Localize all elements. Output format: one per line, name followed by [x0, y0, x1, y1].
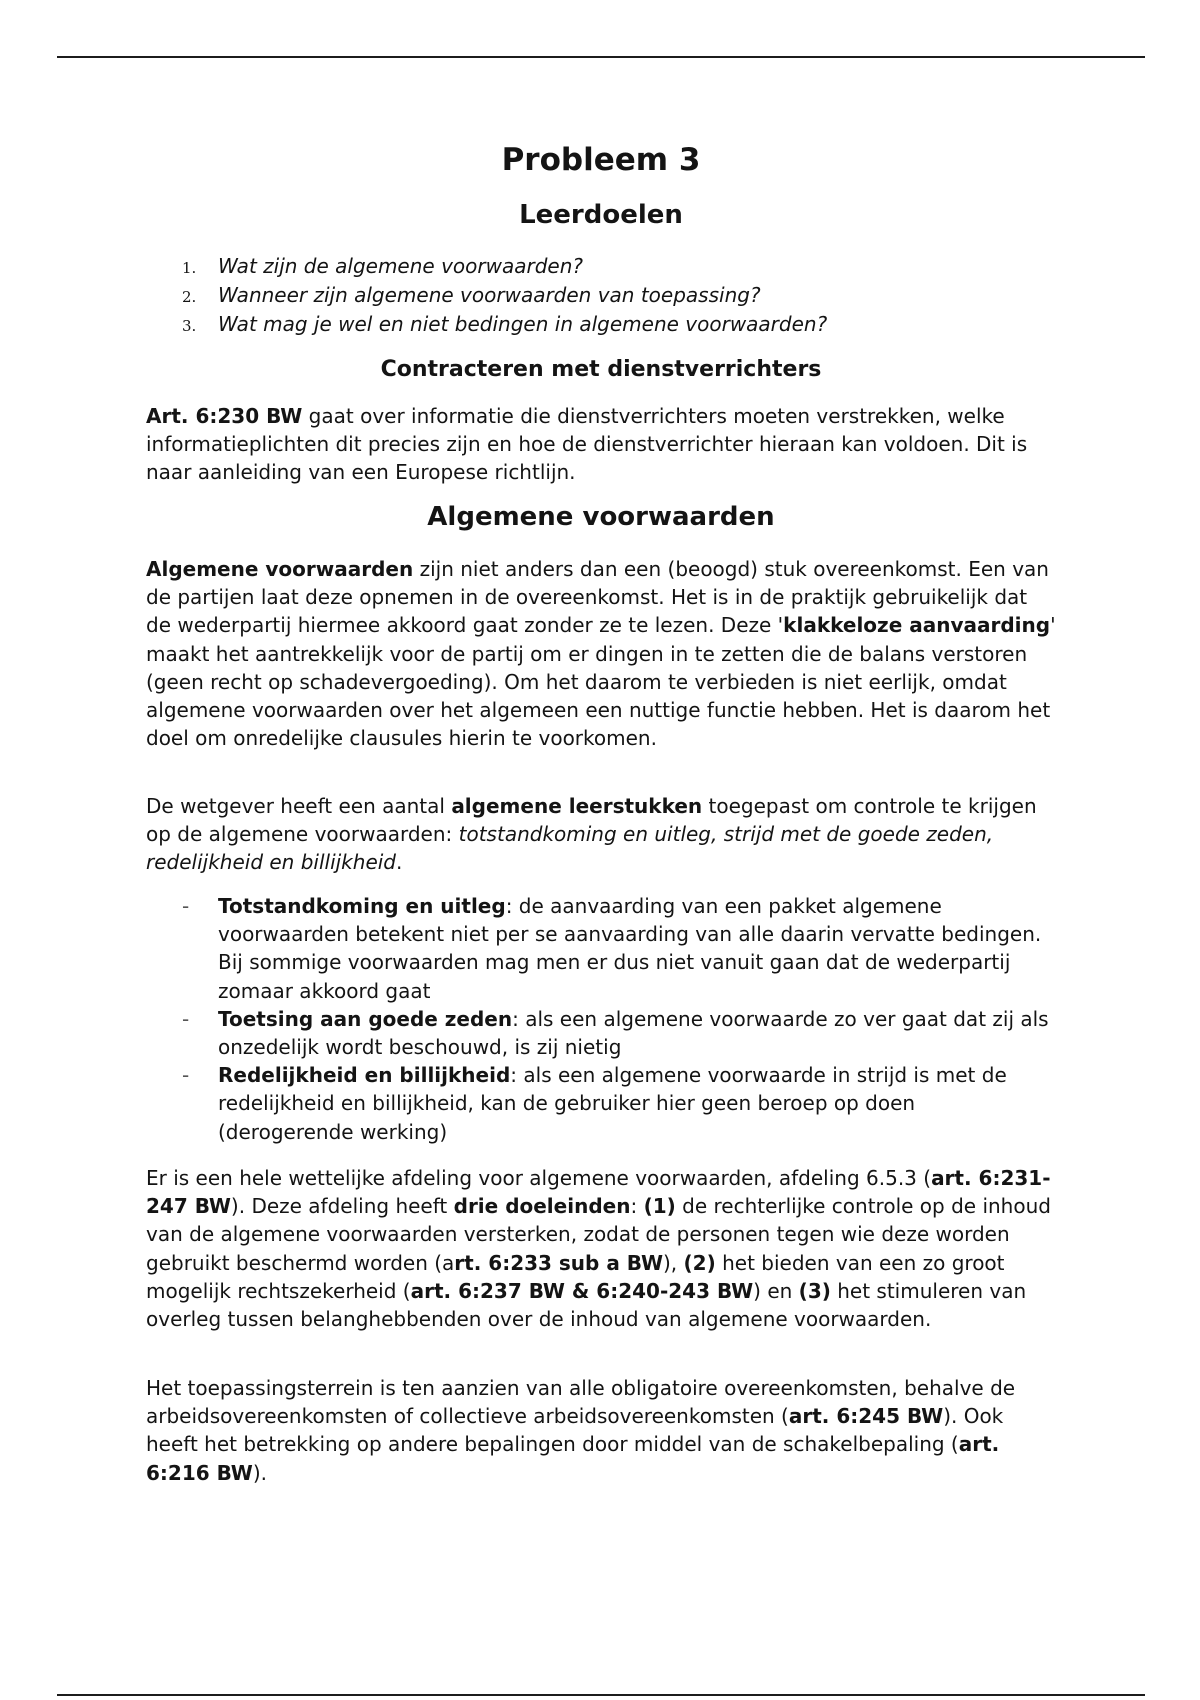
body-text: : als een algemene voorwaarde in strijd is met de redelijkheid en billijkheid, kan de gebruiker hier geen beroep op doen (derogerende werking)	[218, 1063, 1007, 1144]
bold-text: (3)	[798, 1278, 831, 1303]
bold-text: art. 6:231-247 BW	[146, 1166, 1051, 1219]
body-text: het stimuleren van overleg tussen belanghebbenden over de inhoud van algemene voorwaarden.	[146, 1278, 1027, 1332]
heading-contracteren: Contracteren met dienstverrichters	[380, 357, 822, 382]
body-text: ). Ook heeft het betrekking op andere bepalingen door middel van de schakelbepaling (	[146, 1404, 1004, 1457]
body-text: het bieden van een zo groot mogelijk rechtszekerheid (	[146, 1250, 1005, 1303]
list-item-text: Wat mag je wel en niet bedingen in algemene voorwaarden?	[218, 312, 828, 336]
bold-text: (2)	[683, 1250, 716, 1275]
paragraph-afdeling	[146, 1164, 1056, 1333]
body-text: de rechterlijke controle op de inhoud van de algemene voorwaarden versterken, zodat de personen tegen wie deze worden gebruikt beschermd worden (a	[146, 1194, 1051, 1275]
body-text: ). Deze afdeling heeft	[230, 1194, 454, 1219]
leerdoelen-list	[146, 252, 1056, 339]
header-rule	[57, 56, 1145, 58]
body-text: zijn niet anders dan een (beoogd) stuk overeenkomst. Een van de partijen laat deze opnemen in de overeenkomst. Het is in de praktijk gebruikelijk dat de wederpartij hiermee akkoord gaat zonder ze te lezen. Deze '	[146, 557, 1049, 638]
body-text: Het toepassingsterrein is ten aanzien van alle obligatoire overeenkomsten, behalve de arbeidsovereenkomsten of collectieve arbeidsovereenkomsten (	[146, 1376, 1016, 1429]
bullet-item	[146, 1005, 1056, 1061]
leerstukken-list	[146, 892, 1056, 1146]
bold-text: algemene leerstukken	[451, 794, 703, 818]
bold-text: rt. 6:233 sub a BW	[454, 1250, 663, 1275]
bullet-dash: -	[182, 1063, 190, 1088]
body-text: : de aanvaarding van een pakket algemene voorwaarden betekent niet per se aanvaarding van alle daarin vervatte bedingen. Bij sommige voorwaarden mag men er dus niet vanuit gaan dat de wederpartij zomaar akkoord gaat	[218, 894, 1042, 1003]
body-text: De wetgever heeft een aantal	[146, 794, 452, 818]
list-number: 2.	[182, 288, 197, 306]
list-number: 3.	[182, 317, 197, 335]
paragraph-av-intro	[146, 555, 1056, 752]
bold-text: art. 6:237 BW & 6:240-243 BW	[410, 1278, 754, 1303]
bullet-item	[146, 1061, 1056, 1146]
bold-text: art. 6:245 BW	[788, 1404, 944, 1429]
body-text: ),	[663, 1250, 684, 1275]
bold-text: Totstandkoming en uitleg	[218, 894, 506, 918]
bold-text: Toetsing aan goede zeden	[218, 1006, 513, 1031]
bullet-item	[146, 892, 1056, 1005]
body-text: ) en	[753, 1278, 799, 1303]
italic-text: totstandkoming en uitleg, strijd met de goede zeden, redelijkheid en billijkheid	[146, 822, 994, 875]
page-title: Probleem 3	[501, 142, 701, 178]
bold-text: Algemene voorwaarden	[146, 557, 414, 581]
bold-text: Redelijkheid en billijkheid	[218, 1063, 511, 1088]
list-item	[146, 252, 1056, 281]
footer-rule	[57, 1694, 1145, 1696]
heading-algemene-voorwaarden: Algemene voorwaarden	[427, 502, 775, 532]
body-text: toegepast om controle te krijgen op de algemene voorwaarden:	[146, 794, 1037, 847]
paragraph-leerstukken	[146, 792, 1056, 877]
bold-text: drie doeleinden	[453, 1194, 631, 1219]
list-item-text: Wat zijn de algemene voorwaarden?	[218, 254, 583, 278]
body-text: .	[396, 850, 403, 875]
list-number: 1.	[182, 259, 197, 277]
heading-leerdoelen: Leerdoelen	[519, 200, 683, 230]
list-item	[146, 310, 1056, 339]
body-text: ).	[252, 1460, 268, 1485]
body-text: :	[630, 1194, 644, 1219]
bold-text: art. 6:216 BW	[146, 1432, 1000, 1485]
paragraph-toepassingsterrein	[146, 1374, 1056, 1487]
bullet-dash: -	[182, 1006, 190, 1031]
paragraph-contracteren	[146, 402, 1056, 487]
bullet-dash: -	[182, 894, 190, 918]
bold-text: (1)	[643, 1194, 676, 1219]
list-item-text: Wanneer zijn algemene voorwaarden van toepassing?	[218, 283, 761, 307]
body-text: : als een algemene voorwaarde zo ver gaat dat zij als onzedelijk wordt beschouwd, is zij nietig	[218, 1006, 1049, 1060]
body-text: ' maakt het aantrekkelijk voor de partij om er dingen in te zetten die de balans verstoren (geen recht op schadevergoeding). Om het daarom te verbieden is niet eerlijk, omdat algemene voorwaarden over het algemeen een nuttige functie hebben. Het is daarom het doel om onredelijke clausules hierin te voorkomen.	[146, 613, 1056, 751]
body-text: gaat over informatie die dienstverrichters moeten verstrekken, welke informatieplichten dit precies zijn en hoe de dienstverrichter hieraan kan voldoen. Dit is naar aanleiding van een Europese richtlijn.	[146, 404, 1028, 485]
bold-text: Art. 6:230 BW	[146, 404, 303, 428]
bold-text: klakkeloze aanvaarding	[783, 613, 1051, 638]
body-text: Er is een hele wettelijke afdeling voor algemene voorwaarden, afdeling 6.5.3 (	[146, 1166, 932, 1190]
list-item	[146, 281, 1056, 310]
